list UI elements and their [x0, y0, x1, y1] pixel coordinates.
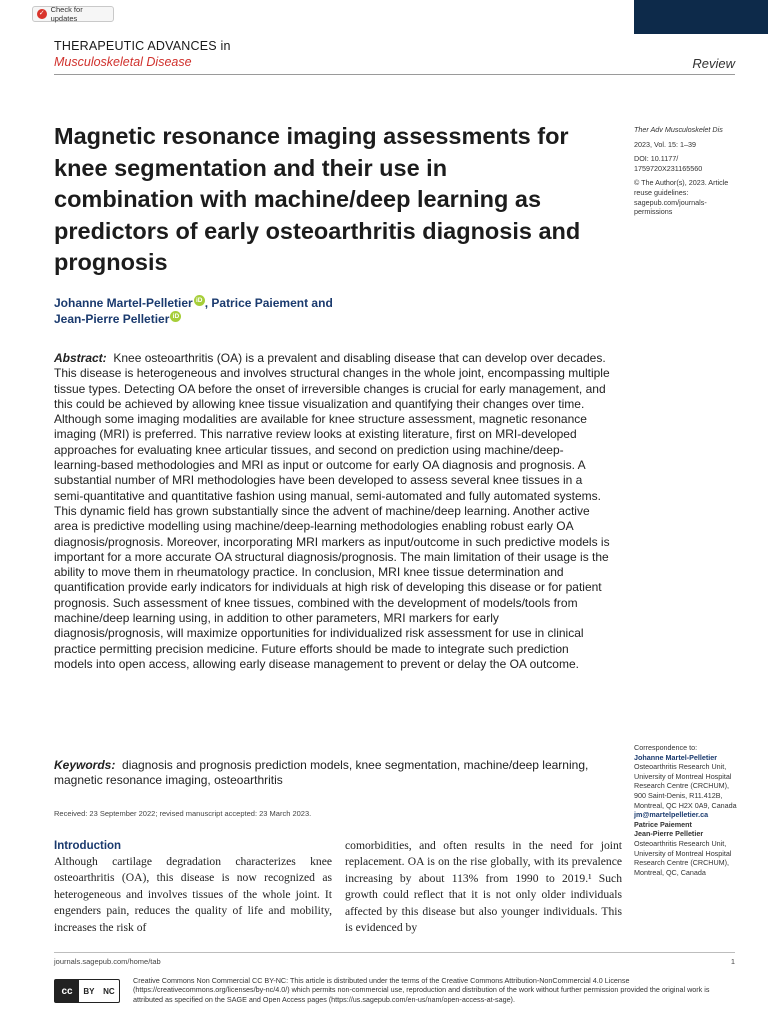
correspondence-block	[634, 743, 740, 877]
article-metadata	[634, 125, 740, 217]
coauthor-address: Osteoarthritis Research Unit, University of Montreal Hospital Research Centre (CRCHUM), Montreal, QC, Canada	[634, 838, 732, 877]
check-updates-label: Check for updates	[50, 5, 83, 23]
journal-subtitle: Musculoskeletal Disease	[54, 55, 192, 69]
author-list	[54, 295, 474, 327]
article-title: Magnetic resonance imaging assessments for knee segmentation and their use in combination with machine/deep learning as predictors of early osteoarthritis diagnosis and prognosis	[54, 123, 581, 275]
keywords-label: Keywords:	[54, 758, 116, 772]
intro-column-right: comorbidities, and often results in the need for joint replacement. OA is on the rise globally, with its prevalence increasing by about 113% from 1990 to 2019.¹ Such growth could reflect that it is not only older individuals affected by this disease but also younger individuals. This is evidenced by	[345, 839, 622, 935]
journal-url-link[interactable]: journals.sagepub.com/home/tab	[54, 957, 161, 966]
introduction-heading: Introduction	[54, 840, 122, 852]
noncommercial-icon: NC	[103, 986, 115, 996]
author-name[interactable]: Johanne Martel-Pelletier	[54, 296, 193, 310]
journal-name: THERAPEUTIC ADVANCES in	[54, 39, 231, 53]
abstract-label: Abstract:	[54, 351, 107, 365]
corner-color-block	[634, 0, 768, 34]
article-type-label: Review	[692, 56, 735, 71]
creative-commons-license-icon[interactable]	[54, 979, 120, 1003]
correspondence-label: Correspondence to:	[634, 743, 698, 752]
correspondence-email[interactable]: jm@martelpelletier.ca	[634, 810, 709, 820]
doi-link[interactable]: DOI: 10.1177/ 1759720X231165560	[634, 154, 703, 173]
coauthor-name: Jean-Pierre Pelletier	[634, 829, 704, 839]
copyright-notice: © The Author(s), 2023. Article reuse guidelines: sagepub.com/journals-permissions	[634, 178, 729, 217]
page-number: 1	[730, 957, 735, 966]
abstract-text: Knee osteoarthritis (OA) is a prevalent and disabling disease that can develop over decades. This disease is heterogeneous and involves structural changes in the whole joint, encompassing multiple tissue types. Detecting OA before the onset of irreversible changes is crucial for early management, and this could be achieved by allowing knee tissue visualization and quantifying their changes over time. Although some imaging modalities are available for knee structure assessment, magnetic resonance imaging (MRI) is preferred. This narrative review looks at existing literature, first on MRI-developed approaches for evaluating knee articular tissues, and second on prediction using machine/deep-learning-based methodologies and MRI as input or outcome for early OA diagnosis and prognosis. A substantial number of MRI methodologies have been developed to assess several knee tissues in a semi-quantitative and quantitative fashion using manual, semi-automated and fully automated systems. This dynamic field has grown substantially since the advent of machine/deep learning. Another active area is predictive modelling using machine/deep-learning methodologies enabling robust early OA diagnosis/prognosis. Moreover, incorporating MRI markers as input/outcome in such predictive models is important for a more accurate OA structural diagnosis/prognosis. The main limitation of their usage is the ability to move them in rheumatology practice. In conclusion, MRI knee tissue determination and quantification provide early indicators for individuals at high risk of developing this disease or for patient prognosis. Such assessment of knee tissues, combined with the development of models/tools from machine/deep learning using, in addition to other parameters, MRI markers for early diagnosis/prognosis, will maximize opportunities for individualized risk assessment for use in clinical practice permitting precision medicine. Future efforts should be made to integrate such prediction models into open access, allowing early disease management to prevent or delay the OA outcome.	[54, 351, 610, 671]
intro-column-left: Although cartilage degradation characterizes knee osteoarthritis (OA), this disease is now recognized as heterogeneous and involves tissues of the whole joint. It engenders pain, reduces the quality of life and mobility, increases the risk of	[54, 855, 332, 934]
author-name: , Patrice Paiement and	[204, 296, 333, 310]
abstract	[54, 351, 610, 672]
cc-icon: cc	[55, 980, 79, 1002]
keywords	[54, 758, 610, 789]
license-statement: Creative Commons Non Commercial CC BY-NC: This article is distributed under the terms of the Creative Commons Attribution-NonCommercial 4.0 License (https://creativecommons.org/licenses/by-nc/4.0/) which permits non-commercial use, reproduction and distribution of the work without further permission provided the original work is attributed as specified on the SAGE and Open Access pages (https://us.sagepub.com/en-us/nam/open-access-at-sage).	[133, 976, 710, 1004]
received-dates: Received: 23 September 2022; revised manuscript accepted: 23 March 2023.	[54, 809, 312, 818]
header-divider	[54, 74, 735, 75]
author-name[interactable]: Jean-Pierre Pelletier	[54, 312, 170, 326]
orcid-icon[interactable]: iD	[170, 311, 181, 322]
correspondence-address: Osteoarthritis Research Unit, University of Montreal Hospital Research Centre (CRCHUM), 900 Saint-Denis, R11.412B, Montreal, QC H2X 0A9, Canada	[634, 762, 737, 810]
keywords-text: diagnosis and prognosis prediction models, knee segmentation, machine/deep learning, magnetic resonance imaging, osteoarthritis	[54, 758, 589, 788]
correspondence-name: Johanne Martel-Pelletier	[634, 752, 718, 762]
footer-divider	[54, 952, 735, 953]
orcid-icon[interactable]: iD	[194, 295, 205, 306]
check-updates-icon: ✓	[38, 10, 45, 17]
check-for-updates-button[interactable]	[32, 6, 114, 22]
volume-info: 2023, Vol. 15: 1–39	[634, 139, 696, 149]
journal-abbrev: Ther Adv Musculoskelet Dis	[634, 125, 723, 134]
coauthor-name: Patrice Paiement	[634, 819, 692, 829]
attribution-icon: BY	[83, 986, 95, 996]
